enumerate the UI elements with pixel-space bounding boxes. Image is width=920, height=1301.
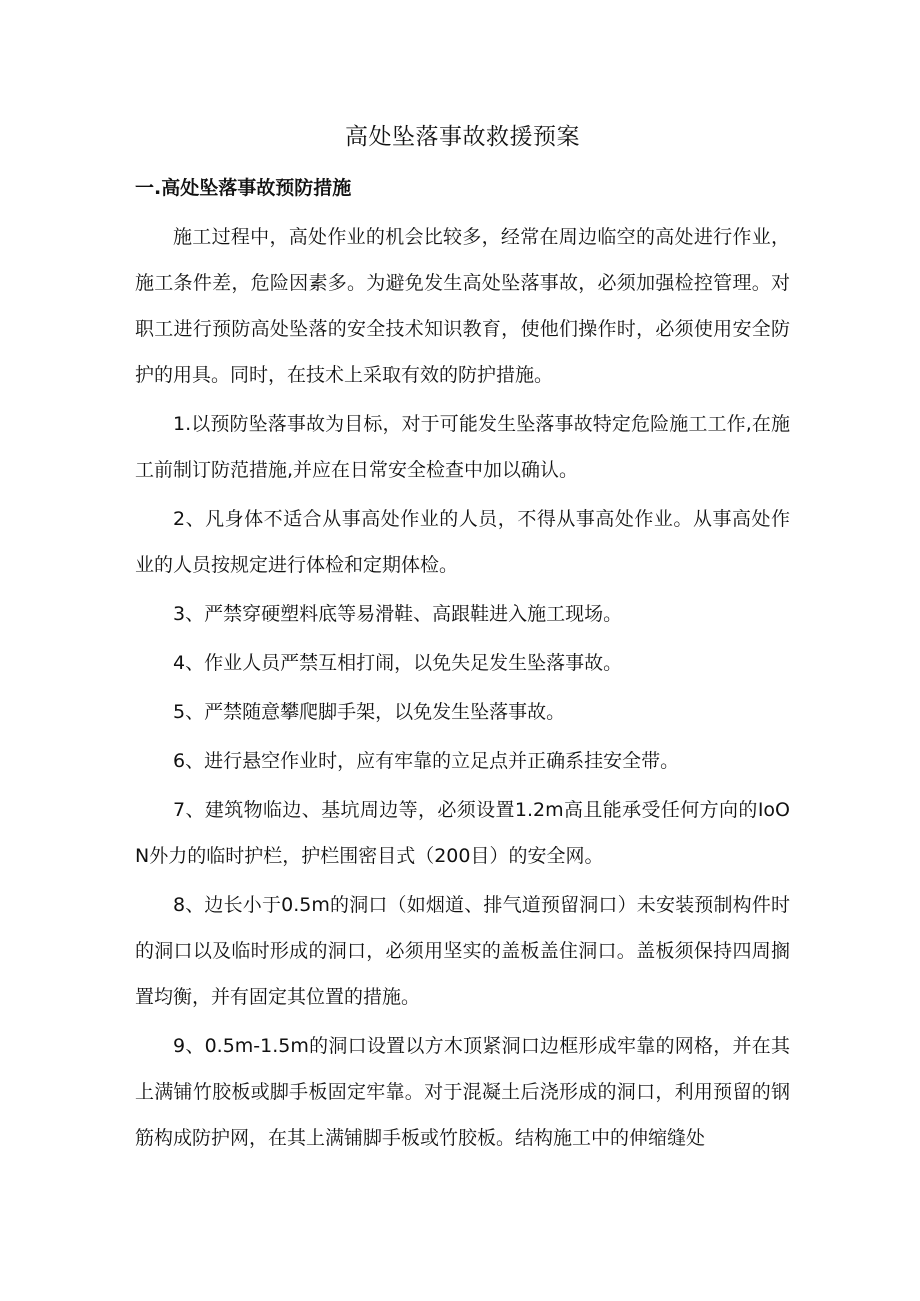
paragraph-item-6: 6、进行悬空作业时，应有牢靠的立足点并正确系挂安全带。 [173,750,680,772]
paragraph-item-5: 5、严禁随意攀爬脚手架，以免发生坠落事故。 [173,701,566,723]
paragraph-intro: 施工过程中，高处作业的机会比较多，经常在周边临空的高处进行作业，施工条件差，危险因素多。为避免发生高处坠落事故，必须加强检控管理。对职工进行预防高处坠落的安全技术知识教育，使他们操作时，必须使用安全防护的用具。同时，在技术上采取有效的防护措施。 [135,226,790,386]
section-heading: 一.高处坠落事故预防措施 [135,177,352,199]
document-title: 高处坠落事故救援预案 [345,124,580,150]
paragraph-item-2: 2、凡身体不适合从事高处作业的人员，不得从事高处作业。从事高处作业的人员按规定进行体检和定期体检。 [135,508,790,576]
paragraph-item-4: 4、作业人员严禁互相打闹，以免失足发生坠落事故。 [173,652,623,674]
paragraph-item-9: 9、0.5m-1.5m的洞口设置以方木顶紧洞口边框形成牢靠的网格，并在其上满铺竹胶板或脚手板固定牢靠。对于混凝土后浇形成的洞口，利用预留的钢筋构成防护网，在其上满铺脚手板或竹胶板。结构施工中的伸缩缝处 [135,1035,790,1149]
paragraph-item-3: 3、严禁穿硬塑料底等易滑鞋、高跟鞋进入施工现场。 [173,603,623,625]
paragraph-item-1: 1.以预防坠落事故为目标，对于可能发生坠落事故特定危险施工工作,在施工前制订防范措施,并应在日常安全检查中加以确认。 [135,413,790,481]
paragraph-item-8: 8、边长小于0.5m的洞口（如烟道、排气道预留洞口）未安装预制构件时的洞口以及临时形成的洞口，必须用坚实的盖板盖住洞口。盖板须保持四周搁置均衡，并有固定其位置的措施。 [135,894,790,1008]
paragraph-item-7: 7、建筑物临边、基坑周边等，必须设置1.2m高且能承受任何方向的IoON外力的临时护栏，护栏围密目式（200目）的安全网。 [135,799,790,867]
